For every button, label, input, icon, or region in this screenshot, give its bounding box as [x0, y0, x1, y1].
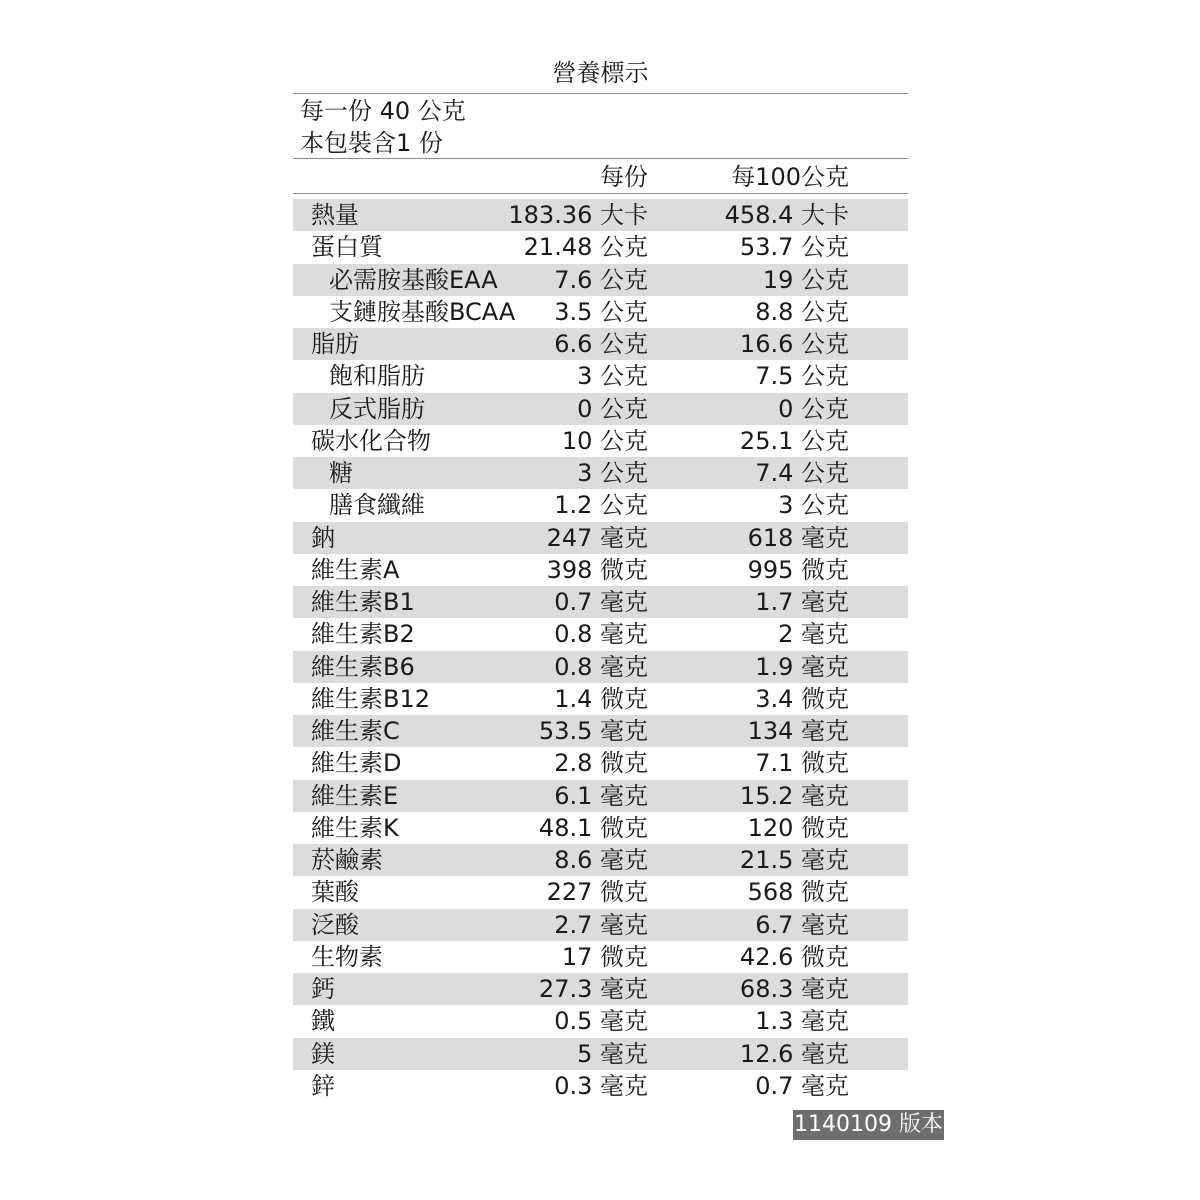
table-row	[293, 296, 908, 328]
table-row	[293, 1070, 908, 1102]
per-100g-value: 2 毫克	[778, 620, 849, 649]
nutrient-name: 鈉	[311, 523, 335, 552]
per-serving-value: 0.3 毫克	[554, 1071, 648, 1100]
per-serving-value: 3 公克	[577, 459, 648, 487]
table-row	[293, 489, 908, 521]
table-row	[293, 844, 908, 876]
table-row	[293, 876, 908, 908]
table-row	[293, 586, 908, 618]
per-serving-value: 2.7 毫克	[554, 910, 648, 939]
per-serving-value: 0.7 毫克	[554, 588, 648, 616]
nutrient-name: 飽和脂肪	[329, 362, 425, 391]
nutrient-name: 必需胺基酸EAA	[329, 265, 498, 294]
nutrient-name: 鐵	[311, 1007, 335, 1036]
per-serving-value: 7.6 公克	[554, 265, 648, 294]
table-row	[293, 231, 908, 263]
per-100g-value: 7.4 公克	[755, 459, 849, 487]
per-100g-value: 1.3 毫克	[755, 1007, 849, 1036]
divider-serving	[293, 158, 908, 159]
nutrient-name: 維生素A	[311, 555, 400, 584]
nutrient-name: 熱量	[311, 201, 359, 229]
per-100g-value: 42.6 微克	[739, 942, 849, 971]
nutrition-label	[293, 0, 908, 1200]
per-100g-value: 134 毫克	[747, 717, 849, 745]
per-serving-value: 247 毫克	[546, 523, 648, 552]
per-serving-value: 48.1 微克	[538, 813, 648, 842]
table-row	[293, 264, 908, 296]
nutrient-name: 脂肪	[311, 330, 359, 358]
per-100g-value: 995 微克	[747, 555, 849, 584]
per-serving-value: 2.8 微克	[554, 749, 648, 778]
per-100g-value: 120 微克	[747, 813, 849, 842]
per-serving-value: 3.5 公克	[554, 297, 648, 326]
nutrient-name: 維生素E	[311, 781, 399, 810]
table-row	[293, 393, 908, 425]
per-100g-value: 618 毫克	[747, 523, 849, 552]
per-100g-value: 1.7 毫克	[755, 588, 849, 616]
per-100g-value: 25.1 公克	[739, 426, 849, 455]
table-row	[293, 941, 908, 973]
per-serving-value: 27.3 毫克	[538, 975, 648, 1003]
table-row	[293, 1005, 908, 1037]
divider-top	[293, 93, 908, 94]
table-row	[293, 328, 908, 360]
per-100g-value: 19 公克	[762, 265, 849, 294]
nutrient-name: 維生素B2	[311, 620, 415, 649]
table-row	[293, 683, 908, 715]
table-row	[293, 199, 908, 231]
nutrient-name: 蛋白質	[311, 233, 383, 262]
table-row	[293, 715, 908, 747]
nutrient-name: 鋅	[311, 1071, 335, 1100]
per-serving-value: 8.6 毫克	[554, 846, 648, 874]
per-100g-value: 0 公克	[778, 394, 849, 423]
nutrient-name: 鎂	[311, 1039, 335, 1068]
nutrient-name: 維生素D	[311, 749, 402, 778]
per-serving-value: 53.5 毫克	[538, 717, 648, 745]
per-serving-value: 0 公克	[577, 394, 648, 423]
nutrient-name: 碳水化合物	[311, 426, 431, 455]
nutrient-name: 維生素K	[311, 813, 399, 842]
column-header-per-100g: 每100公克	[731, 163, 849, 191]
per-100g-value: 7.5 公克	[755, 362, 849, 391]
per-100g-value: 7.1 微克	[755, 749, 849, 778]
per-100g-value: 3 公克	[778, 491, 849, 520]
nutrient-name: 反式脂肪	[329, 394, 425, 423]
nutrient-name: 菸鹼素	[311, 846, 383, 874]
table-row	[293, 747, 908, 779]
per-serving-value: 227 微克	[546, 878, 648, 907]
per-serving-value: 0.8 毫克	[554, 652, 648, 681]
table-row	[293, 522, 908, 554]
nutrient-name: 維生素B1	[311, 588, 415, 616]
per-serving-value: 6.1 毫克	[554, 781, 648, 810]
per-100g-value: 53.7 公克	[739, 233, 849, 262]
per-serving-value: 1.4 微克	[554, 684, 648, 713]
nutrient-name: 維生素B12	[311, 684, 431, 713]
nutrient-table	[293, 199, 908, 1102]
divider-header	[293, 193, 908, 194]
per-100g-value: 16.6 公克	[739, 330, 849, 358]
per-100g-value: 8.8 公克	[755, 297, 849, 326]
per-100g-value: 458.4 大卡	[724, 201, 849, 229]
per-100g-value: 0.7 毫克	[755, 1071, 849, 1100]
per-100g-value: 15.2 毫克	[739, 781, 849, 810]
per-100g-value: 21.5 毫克	[739, 846, 849, 874]
table-row	[293, 812, 908, 844]
table-row	[293, 909, 908, 941]
per-serving-value: 0.8 毫克	[554, 620, 648, 649]
nutrient-name: 鈣	[311, 975, 335, 1003]
version-badge: 1140109 版本	[793, 1110, 944, 1140]
per-serving-value: 3 公克	[577, 362, 648, 391]
nutrient-name: 生物素	[311, 942, 383, 971]
per-serving-value: 1.2 公克	[554, 491, 648, 520]
table-row	[293, 651, 908, 683]
per-100g-value: 68.3 毫克	[739, 975, 849, 1003]
table-row	[293, 360, 908, 392]
table-row	[293, 780, 908, 812]
table-row	[293, 973, 908, 1005]
per-serving-value: 398 微克	[546, 555, 648, 584]
nutrient-name: 支鏈胺基酸BCAA	[329, 297, 516, 326]
per-100g-value: 6.7 毫克	[755, 910, 849, 939]
nutrient-name: 糖	[329, 459, 353, 487]
per-100g-value: 12.6 毫克	[739, 1039, 849, 1068]
per-serving-value: 0.5 毫克	[554, 1007, 648, 1036]
table-row	[293, 425, 908, 457]
per-serving-value: 183.36 大卡	[508, 201, 648, 229]
per-serving-value: 10 公克	[561, 426, 648, 455]
nutrient-name: 泛酸	[311, 910, 359, 939]
per-serving-value: 21.48 公克	[523, 233, 648, 262]
nutrient-name: 維生素B6	[311, 652, 415, 681]
per-serving-value: 5 毫克	[577, 1039, 648, 1068]
per-100g-value: 3.4 微克	[755, 684, 849, 713]
column-header-per-serving: 每份	[600, 163, 648, 191]
per-100g-value: 568 微克	[747, 878, 849, 907]
table-row	[293, 554, 908, 586]
per-100g-value: 1.9 毫克	[755, 652, 849, 681]
per-serving-value: 17 微克	[561, 942, 648, 971]
servings-per-package: 本包裝含1 份	[300, 129, 443, 157]
label-title: 營養標示	[552, 59, 649, 87]
table-row	[293, 457, 908, 489]
nutrient-name: 膳食纖維	[329, 491, 425, 520]
nutrient-name: 葉酸	[311, 878, 359, 907]
nutrient-name: 維生素C	[311, 717, 400, 745]
table-row	[293, 618, 908, 650]
table-row	[293, 1038, 908, 1070]
per-serving-value: 6.6 公克	[554, 330, 648, 358]
serving-size: 每一份 40 公克	[300, 97, 466, 125]
